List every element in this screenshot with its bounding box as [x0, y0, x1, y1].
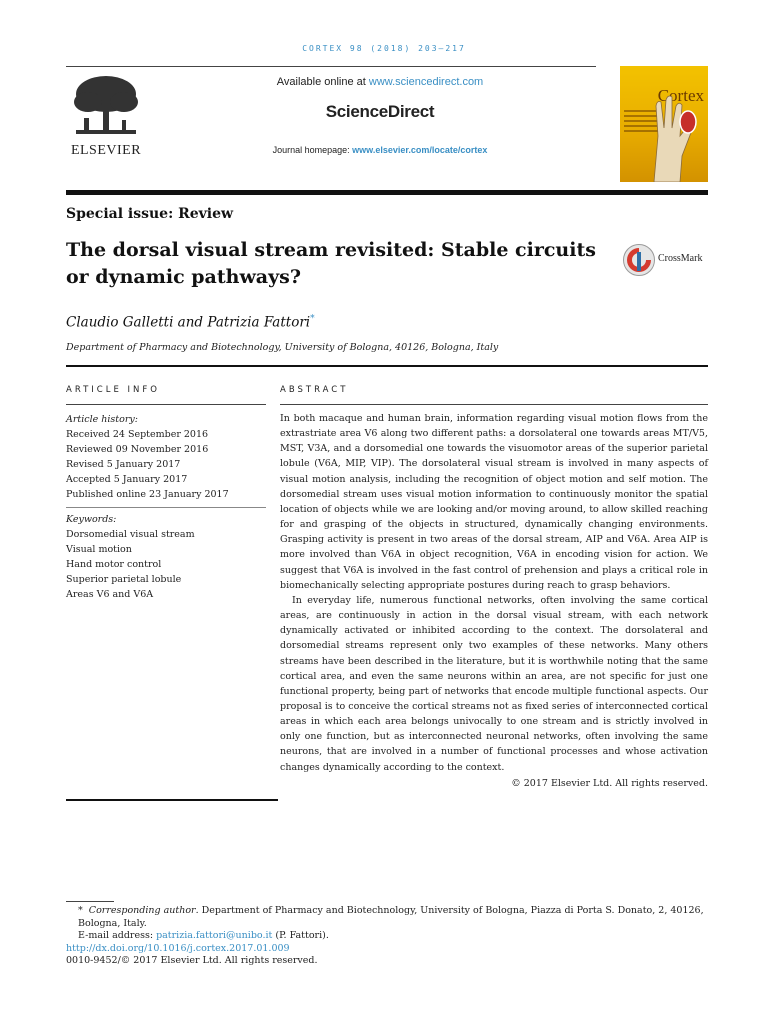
- keyword-item: Superior parietal lobule: [66, 574, 182, 585]
- corresponding-author-label: Corresponding author: [88, 905, 196, 916]
- available-online-prefix: Available online at: [276, 76, 369, 88]
- history-received: Received 24 September 2016: [66, 429, 209, 440]
- article-info-divider: [66, 507, 266, 508]
- elsevier-wordmark: ELSEVIER: [70, 143, 142, 158]
- doi-link[interactable]: http://dx.doi.org/10.1016/j.cortex.2017.01.009: [66, 942, 290, 954]
- article-info-panel: [66, 412, 266, 602]
- abstract-rule: [280, 404, 708, 405]
- available-online: [150, 76, 610, 88]
- issn-copyright: 0010-9452/© 2017 Elsevier Ltd. All rights reserved.: [66, 955, 318, 966]
- corresponding-author-mark[interactable]: *: [310, 314, 315, 324]
- journal-reference: CORTEX 98 (2018) 203–217: [302, 44, 466, 53]
- abstract-heading: ABSTRACT: [280, 385, 349, 395]
- footnote-rule: [66, 901, 114, 902]
- keyword-item: Dorsomedial visual stream: [66, 529, 195, 540]
- sciencedirect-link[interactable]: www.sciencedirect.com: [368, 76, 484, 88]
- crossmark-label: CrossMark: [658, 253, 703, 264]
- cover-title: Cortex: [657, 86, 704, 105]
- header-divider: [66, 66, 596, 67]
- crossmark-badge[interactable]: [622, 243, 712, 275]
- corresponding-author-address: . Department of Pharmacy and Biotechnology, University of Bologna, Piazza di Porta S. Donato, 2, 40126, Bologna, Italy.: [78, 905, 704, 929]
- abstract-copyright: © 2017 Elsevier Ltd. All rights reserved.: [511, 777, 708, 789]
- author-names: Claudio Galletti and Patrizia Fattori: [66, 314, 311, 331]
- header-bottom-rule: [66, 365, 708, 367]
- email-label: E-mail address:: [78, 930, 157, 941]
- section-label: Special issue: Review: [66, 206, 234, 222]
- abstract-body: [280, 411, 708, 791]
- keyword-item: Visual motion: [66, 544, 132, 555]
- footnote-mark: *: [78, 905, 83, 916]
- email-note: [66, 930, 708, 943]
- journal-homepage: [150, 145, 610, 155]
- article-info-rule: [66, 404, 266, 405]
- email-link[interactable]: patrizia.fattori@unibo.it: [156, 930, 273, 941]
- keywords-label: Keywords:: [66, 514, 117, 525]
- history-reviewed: Reviewed 09 November 2016: [66, 444, 209, 455]
- history-accepted: Accepted 5 January 2017: [66, 474, 188, 485]
- keyword-item: Hand motor control: [66, 559, 162, 570]
- cover-hand-illustration: [620, 66, 708, 182]
- title-block-rule: [66, 190, 708, 195]
- history-published: Published online 23 January 2017: [66, 489, 229, 500]
- crossmark-icon: [622, 243, 656, 277]
- sciencedirect-brand: ScienceDirect: [325, 102, 435, 121]
- journal-cover-image: [620, 66, 708, 182]
- abstract-paragraph-1: In both macaque and human brain, information regarding visual motion flows from the extrastriate area V6 along two different paths: a dorsolateral one towards areas MT/V5, MST, V3A, and a dorsomedial one towards the visuomotor areas of the superior parietal lobule (V6A, MIP, VIP). The dorsolateral visual stream is involved in many aspects of visual motion analysis, including the recognition of object motion and self motion. The dorsomedial stream uses visual motion information to continuously monitor the spatial location of objects while we are looking and/or moving around, to allow skilled reaching for and grasping of the objects in structured, dynamically changing environments. Grasping activity is present in two areas of the dorsal stream, AIP and V6A. Area AIP is more involved than V6A in object recognition, V6A in encoding vision for action. We suggest that V6A is involved in the fast control of prehension and plays a critical role in biomechanically selecting appropriate postures during reach to grasp behaviors.: [280, 413, 708, 591]
- affiliation: Department of Pharmacy and Biotechnology, University of Bologna, 40126, Bologna, Italy: [66, 342, 499, 353]
- author-list: [66, 314, 315, 331]
- article-title: The dorsal visual stream revisited: Stable circuits or dynamic pathways?: [66, 239, 596, 288]
- keyword-item: Areas V6 and V6A: [66, 589, 154, 600]
- footnotes: [66, 905, 708, 968]
- corresponding-author-note: [66, 905, 708, 930]
- email-suffix: (P. Fattori).: [272, 930, 329, 941]
- homepage-prefix: Journal homepage:: [272, 145, 353, 155]
- article-history-label: Article history:: [66, 414, 138, 425]
- article-info-heading: ARTICLE INFO: [66, 385, 160, 395]
- history-revised: Revised 5 January 2017: [66, 459, 181, 470]
- abstract-bottom-rule: [66, 799, 278, 801]
- abstract-paragraph-2: In everyday life, numerous functional networks, often involving the same cortical areas, are continuously in action in the dorsal visual stream, with each network dynamically activated or inhibited according to the context. The dorsolateral and dorsomedial streams represent only two examples of these networks. Many others streams have been described in the literature, but it is worthwhile noting that the same cortical area, and even the same neurons within an area, are not specific for just one functional property, being part of networks that encode multiple functional aspects. Our proposal is to conceive the cortical streams not as fixed series of interconnected cortical areas in which each area belongs univocally to one stream and is strictly involved in only one function, but as interconnected neuronal networks, often involving the same neurons, that are involved in a number of functional processes and whose activation changes dynamically according to the context.: [280, 594, 708, 773]
- journal-homepage-link[interactable]: www.elsevier.com/locate/cortex: [352, 145, 488, 155]
